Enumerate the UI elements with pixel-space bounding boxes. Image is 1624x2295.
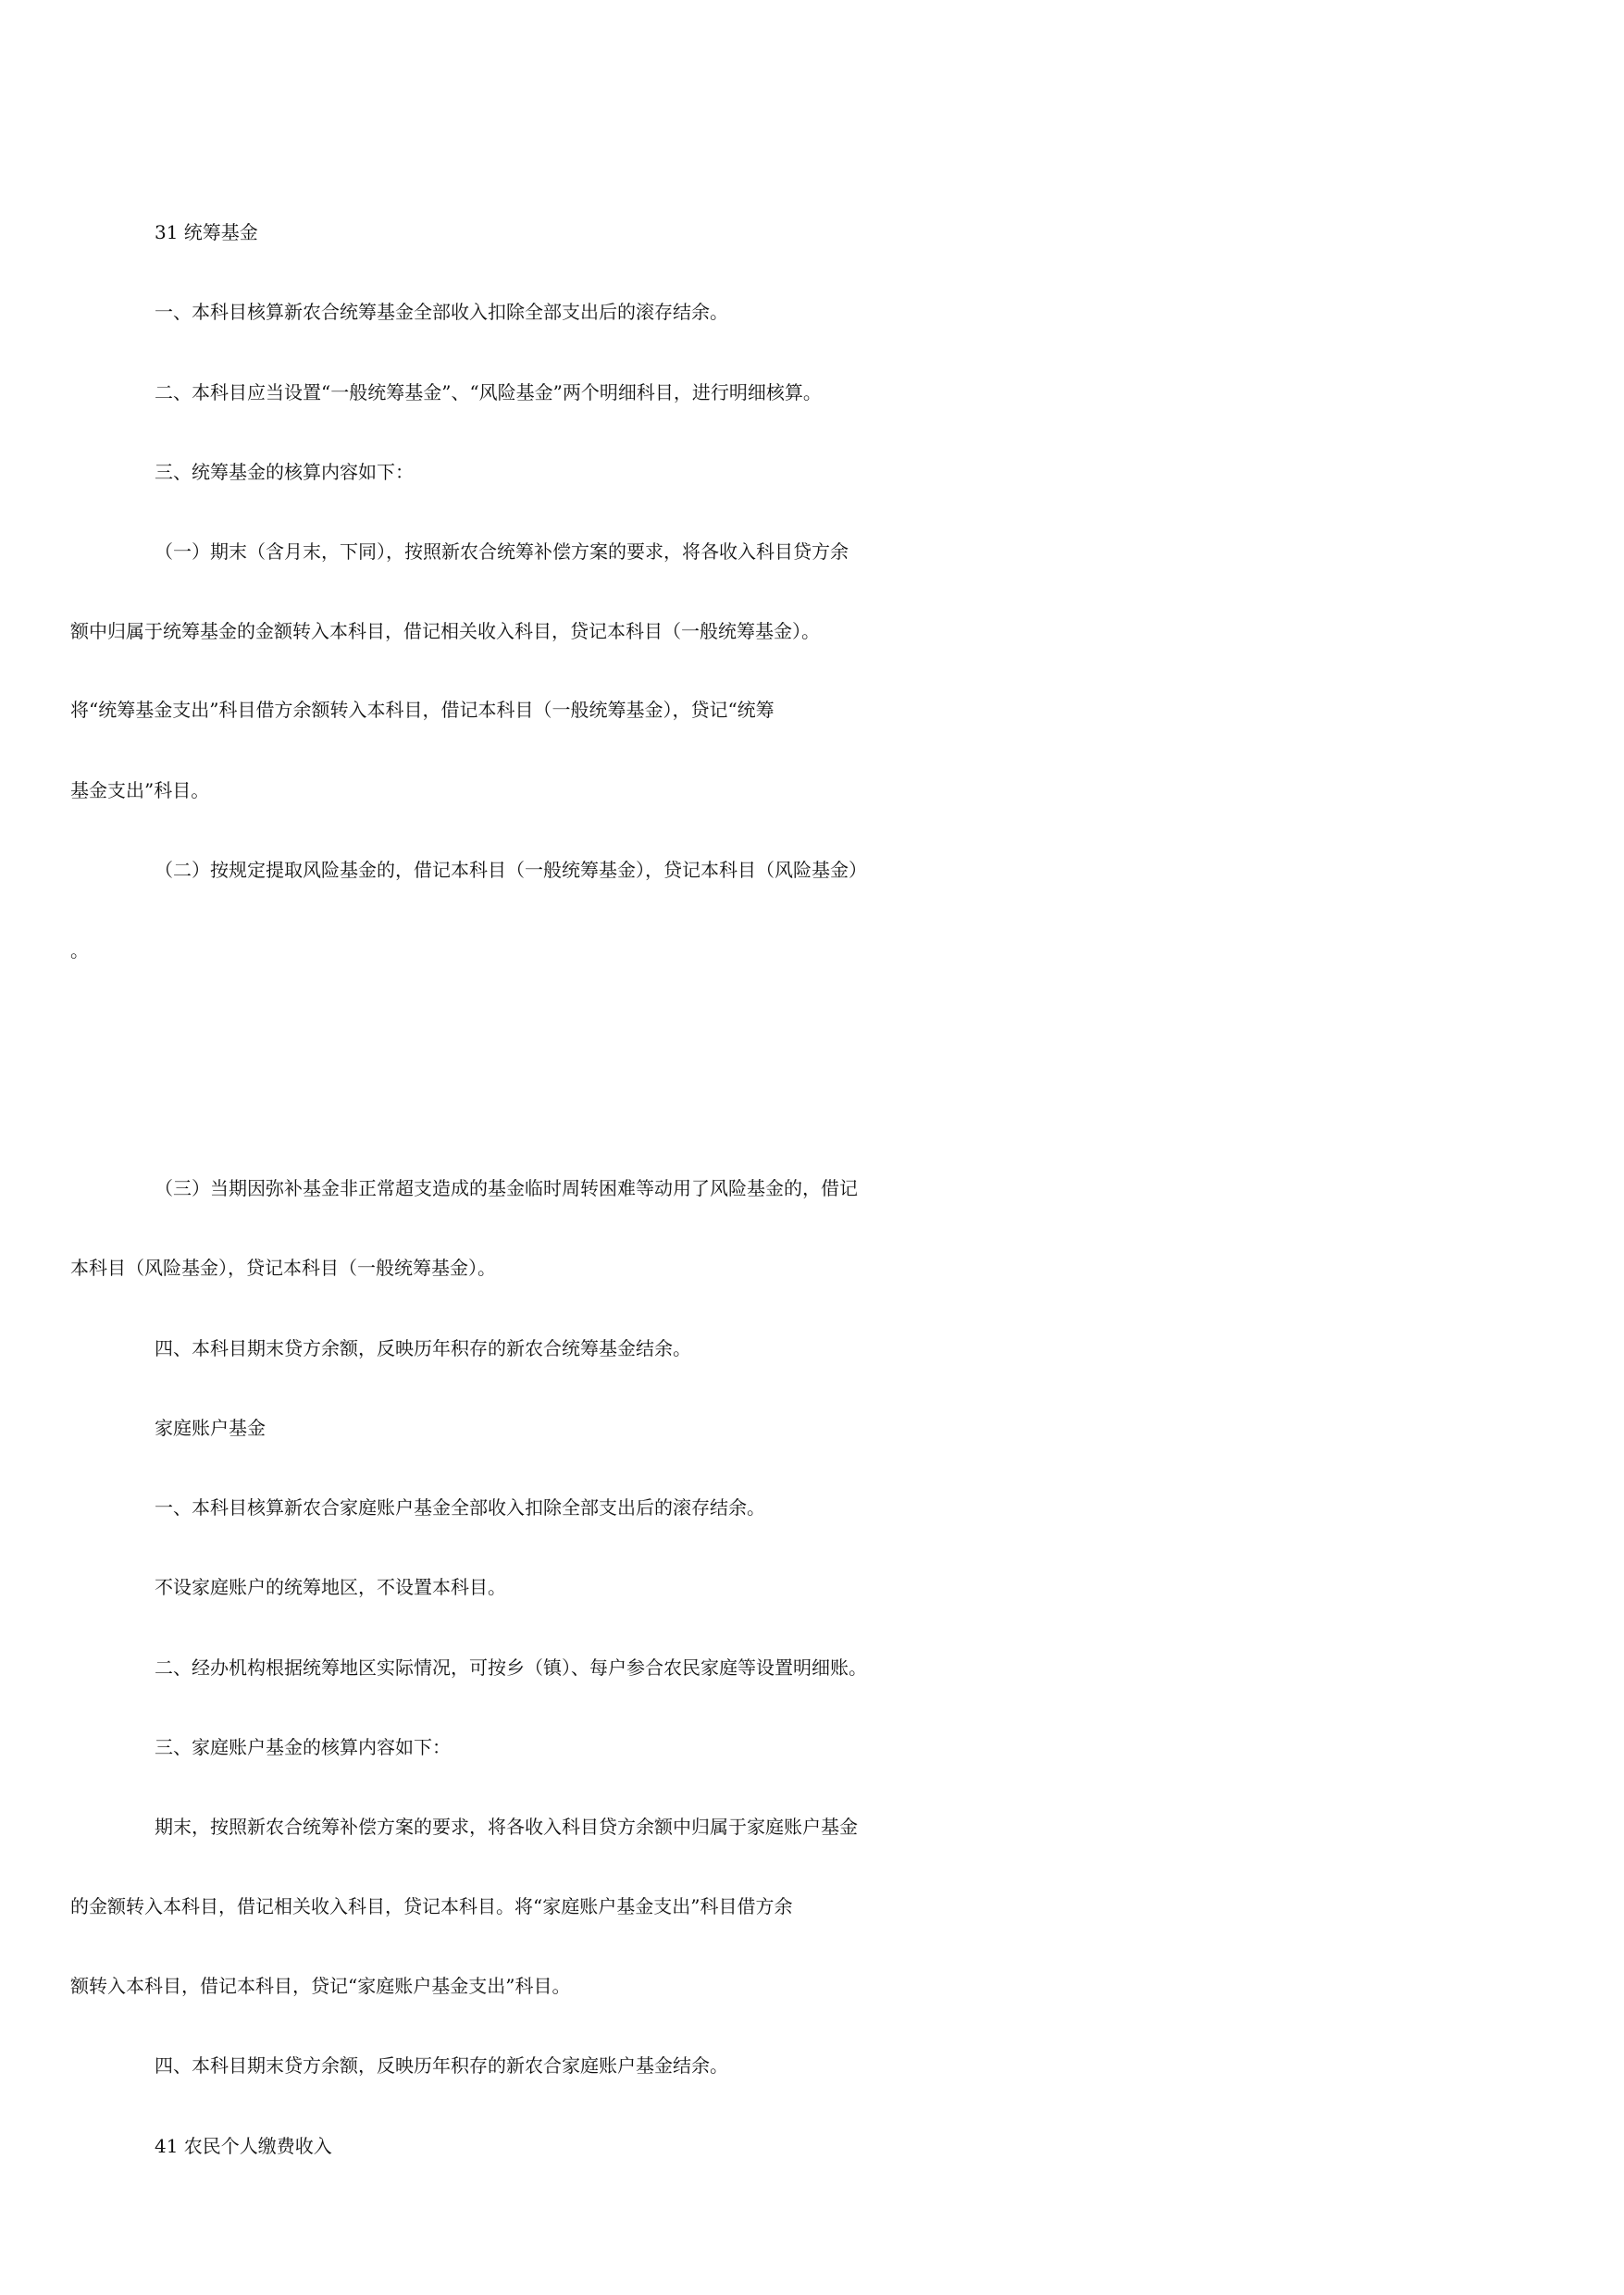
paragraph-line: 不设家庭账户的统筹地区，不设置本科目。 [155, 1576, 506, 1598]
paragraph-line: 四、本科目期末贷方余额，反映历年积存的新农合家庭账户基金结余。 [155, 2054, 728, 2077]
paragraph-line: （三）当期因弥补基金非正常超支造成的基金临时周转困难等动用了风险基金的，借记 [155, 1177, 858, 1199]
paragraph-line: （二）按规定提取风险基金的，借记本科目（一般统筹基金），贷记本科目（风险基金） [155, 859, 867, 881]
paragraph-line: 的金额转入本科目，借记相关收入科目，贷记本科目。将“家庭账户基金支出”科目借方余 [70, 1895, 793, 1917]
section-heading-41: 41 农民个人缴费收入 [155, 2135, 332, 2157]
paragraph-line: 额中归属于统筹基金的金额转入本科目，借记相关收入科目，贷记本科目（一般统筹基金）。 [70, 620, 820, 642]
paragraph-line: 将“统筹基金支出”科目借方余额转入本科目，借记本科目（一般统筹基金），贷记“统筹 [70, 699, 775, 721]
paragraph-line: 四、本科目期末贷方余额，反映历年积存的新农合统筹基金结余。 [155, 1337, 691, 1359]
paragraph-line: 二、本科目应当设置“一般统筹基金”、“风险基金”两个明细科目，进行明细核算。 [155, 381, 822, 403]
paragraph-line: 本科目（风险基金），贷记本科目（一般统筹基金）。 [70, 1257, 496, 1279]
paragraph-line: （一）期末（含月末，下同），按照新农合统筹补偿方案的要求，将各收入科目贷方余 [155, 540, 849, 563]
section-heading-family-account: 家庭账户基金 [155, 1417, 266, 1439]
paragraph-line: 额转入本科目，借记本科目，贷记“家庭账户基金支出”科目。 [70, 1975, 571, 1997]
paragraph-line: 二、经办机构根据统筹地区实际情况，可按乡（镇）、每户参合农民家庭等设置明细账。 [155, 1656, 867, 1679]
paragraph-line: 。 [70, 939, 89, 961]
paragraph-line: 基金支出”科目。 [70, 779, 210, 801]
paragraph-line: 期末，按照新农合统筹补偿方案的要求，将各收入科目贷方余额中归属于家庭账户基金 [155, 1816, 858, 1838]
paragraph-line: 三、家庭账户基金的核算内容如下： [155, 1736, 451, 1758]
section-heading-31: 31 统筹基金 [155, 221, 258, 243]
paragraph-line: 一、本科目核算新农合家庭账户基金全部收入扣除全部支出后的滚存结余。 [155, 1496, 765, 1519]
paragraph-line: 一、本科目核算新农合统筹基金全部收入扣除全部支出后的滚存结余。 [155, 301, 728, 323]
paragraph-line: 三、统筹基金的核算内容如下： [155, 461, 414, 483]
